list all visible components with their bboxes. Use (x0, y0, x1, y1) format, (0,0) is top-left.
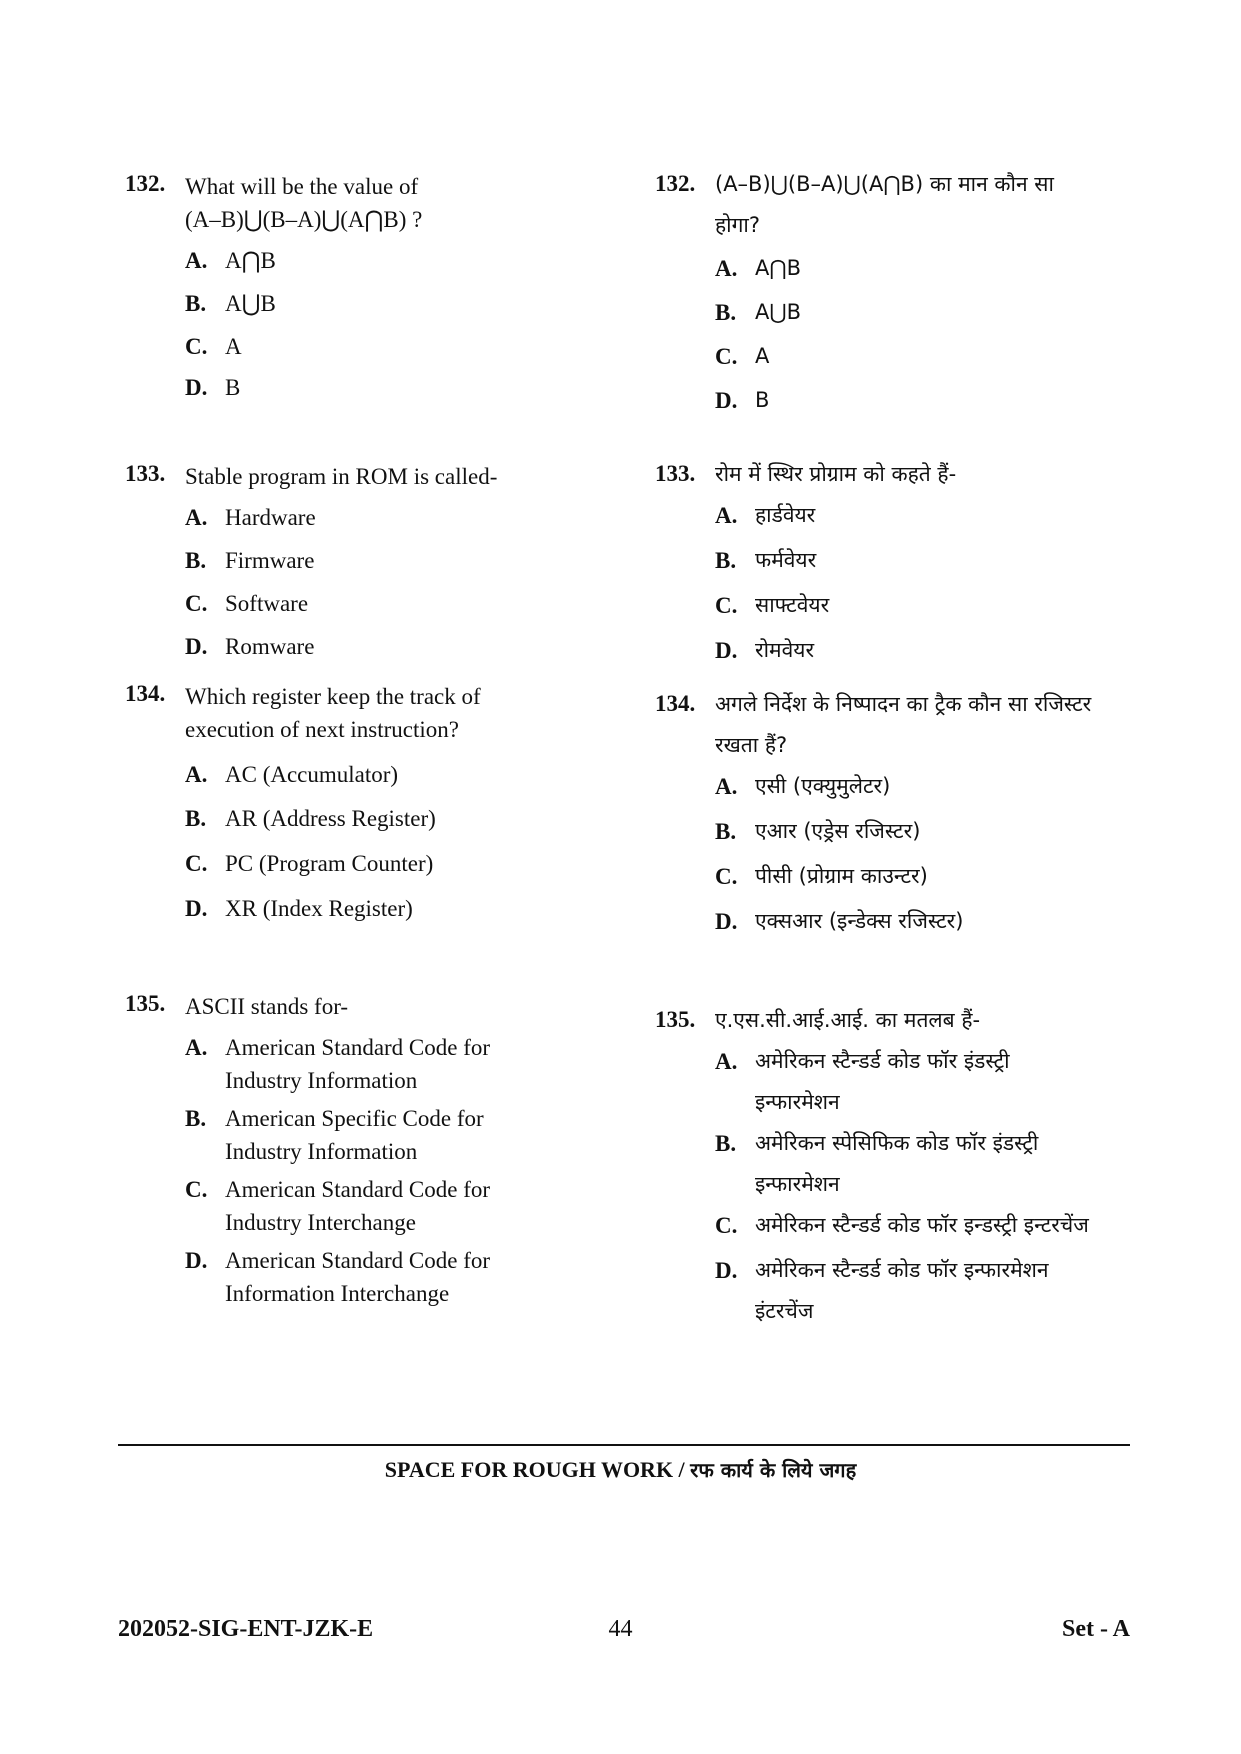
question-number: 132. (655, 171, 696, 196)
page-number: 44 (608, 1616, 633, 1642)
option-c: C. अमेरिकन स्टैन्डर्ड कोड फॉर इन्डस्ट्री इन्टरचेंज (715, 1213, 1089, 1238)
set-label: Set - A (1062, 1616, 1130, 1642)
option-c: C. Software (185, 591, 309, 616)
paper-code: 202052-SIG-ENT-JZK-E (118, 1616, 374, 1642)
option-b: B. A⋃B (715, 300, 801, 325)
question-text: ASCII stands for- (185, 994, 349, 1019)
question-text: Stable program in ROM is called- (185, 464, 498, 489)
option-d: D. American Standard Code for Information Interchange (185, 1248, 491, 1306)
question-text: अगले निर्देश के निष्पादन का ट्रैक कौन सा रजिस्टर रखता हैं? (715, 692, 1092, 757)
option-b: B. Firmware (185, 548, 315, 573)
question-132-en (125, 170, 595, 460)
question-number: 135. (125, 991, 166, 1016)
question-132-hi (655, 164, 1135, 454)
option-a: A. American Standard Code for Industry Information (185, 1035, 491, 1093)
option-d: D. B (185, 375, 241, 400)
option-b: B. A⋃B (185, 291, 276, 316)
question-135-en (125, 990, 595, 1315)
question-text: (A–B)⋃(B–A)⋃(A⋂B) का मान कौन सा होगा? (715, 172, 1054, 237)
hindi-column (655, 164, 1135, 1332)
option-a: A. AC (Accumulator) (185, 762, 399, 787)
option-a: A. Hardware (185, 505, 316, 530)
option-b: B. American Specific Code for Industry Information (185, 1106, 484, 1164)
option-d: D. XR (Index Register) (185, 896, 413, 921)
option-a: A. हार्डवेयर (715, 503, 816, 528)
option-c: C. PC (Program Counter) (185, 851, 434, 876)
option-d: D. B (715, 388, 770, 413)
option-d: D. अमेरिकन स्टैन्डर्ड कोड फॉर इन्फारमेशन इंटरचेंज (715, 1258, 1049, 1323)
option-a: A. A⋂B (185, 248, 276, 273)
question-text: रोम में स्थिर प्रोग्राम को कहते हैं- (715, 462, 957, 486)
option-c: C. A (715, 344, 770, 369)
question-133-en (125, 460, 595, 680)
option-d: D. Romware (185, 634, 315, 659)
option-c: C. साफ्टवेयर (715, 593, 830, 618)
rough-work-heading: SPACE FOR ROUGH WORK / रफ कार्य के लिये जगह (384, 1457, 857, 1482)
option-c: C. A (185, 334, 242, 359)
question-number: 132. (125, 171, 166, 196)
question-135-hi (655, 1000, 1135, 1332)
question-number: 134. (655, 691, 696, 716)
question-133-hi (655, 454, 1135, 684)
question-text: What will be the value of (A–B)⋃(B–A)⋃(A⋂B) ? (185, 174, 423, 232)
divider-line (118, 1444, 1130, 1446)
option-b: B. AR (Address Register) (185, 806, 436, 831)
question-text: ए.एस.सी.आई.आई. का मतलब हैं- (715, 1008, 981, 1032)
english-column (125, 170, 595, 1315)
option-b: B. एआर (एड्रेस रजिस्टर) (715, 819, 921, 844)
option-d: D. रोमवेयर (715, 638, 815, 663)
question-134-en (125, 680, 595, 990)
option-c: C. American Standard Code for Industry Interchange (185, 1177, 491, 1235)
option-a: A. अमेरिकन स्टैन्डर्ड कोड फॉर इंडस्ट्री इन्फारमेशन (715, 1049, 1010, 1114)
option-a: A. A⋂B (715, 256, 801, 281)
option-d: D. एक्सआर (इन्डेक्स रजिस्टर) (715, 909, 964, 934)
option-b: B. अमेरिकन स्पेसिफिक कोड फॉर इंडस्ट्री इन्फारमेशन (715, 1131, 1039, 1196)
option-b: B. फर्मवेयर (715, 548, 817, 573)
question-number: 133. (125, 461, 166, 486)
question-number: 135. (655, 1007, 696, 1032)
question-number: 134. (125, 681, 166, 706)
question-text: Which register keep the track of execution of next instruction? (185, 684, 481, 742)
question-number: 133. (655, 461, 696, 486)
question-134-hi (655, 684, 1135, 1000)
option-c: C. पीसी (प्रोग्राम काउन्टर) (715, 864, 928, 889)
option-a: A. एसी (एक्युमुलेटर) (715, 774, 891, 799)
